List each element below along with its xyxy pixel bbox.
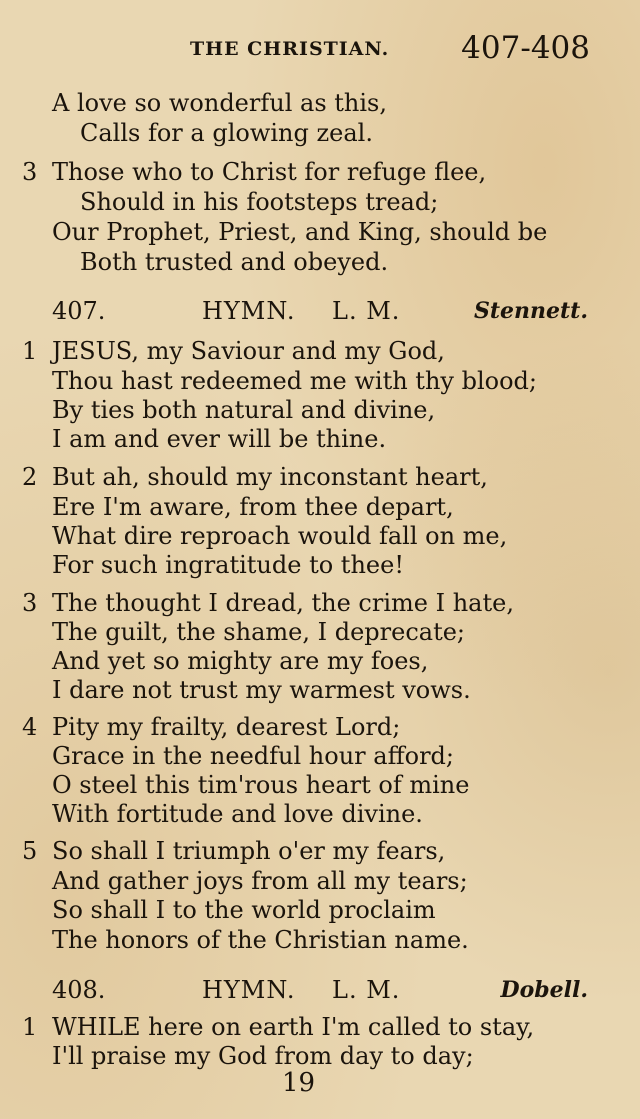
- verse-line: The honors of the Christian name.: [52, 926, 469, 954]
- verse-line: A love so wonderful as this,: [52, 89, 387, 117]
- verse-line: With fortitude and love divine.: [52, 800, 423, 828]
- verse-line: I am and ever will be thine.: [52, 425, 387, 453]
- running-header: [180, 30, 590, 70]
- verse-line: I'll praise my God from day to day;: [52, 1042, 474, 1070]
- stanza-number: 3: [22, 158, 38, 186]
- verse-line: Our Prophet, Priest, and King, should be: [52, 218, 548, 246]
- stanza-number: 2: [22, 463, 38, 491]
- verse-line: WHILE here on earth I'm called to stay,: [52, 1013, 535, 1041]
- stanza-number: 1: [22, 1013, 38, 1041]
- verse-line: I dare not trust my warmest vows.: [52, 676, 471, 704]
- verse-line: Grace in the needful hour afford;: [52, 742, 454, 770]
- stanza-number: 3: [22, 589, 38, 617]
- verse-line: Should in his footsteps tread;: [80, 188, 439, 216]
- hymn-meter: L. M.: [332, 297, 401, 325]
- running-title: THE CHRISTIAN.: [190, 38, 390, 60]
- stanza-number: 4: [22, 713, 38, 741]
- verse-line: So shall I triumph o'er my fears,: [52, 837, 446, 865]
- verse-line: Both trusted and obeyed.: [80, 248, 389, 276]
- verse-line: Thou hast redeemed me with thy blood;: [52, 367, 537, 395]
- verse-line: So shall I to the world proclaim: [52, 896, 436, 924]
- signature-mark: 19: [282, 1068, 316, 1098]
- hymn-label: HYMN.: [202, 297, 296, 325]
- verse-line: Pity my frailty, dearest Lord;: [52, 713, 401, 741]
- verse-line: For such ingratitude to thee!: [52, 551, 404, 579]
- hymn-range: 407-408: [461, 30, 590, 66]
- stanza-number: 1: [22, 337, 38, 365]
- hymn-author: Dobell.: [500, 977, 588, 1003]
- hymn-number: 408.: [52, 976, 106, 1004]
- verse-line: The thought I dread, the crime I hate,: [52, 589, 514, 617]
- verse-line: O steel this tim'rous heart of mine: [52, 771, 470, 799]
- verse-line: Calls for a glowing zeal.: [80, 119, 373, 147]
- stanza-number: 5: [22, 837, 38, 865]
- hymn-meter: L. M.: [332, 976, 401, 1004]
- verse-line: And gather joys from all my tears;: [52, 867, 468, 895]
- verse-line: But ah, should my inconstant heart,: [52, 463, 488, 491]
- verse-line: Those who to Christ for refuge flee,: [52, 158, 487, 186]
- hymn-number: 407.: [52, 297, 106, 325]
- verse-line: Ere I'm aware, from thee depart,: [52, 493, 454, 521]
- verse-line: JESUS, my Saviour and my God,: [52, 337, 445, 365]
- verse-line: What dire reproach would fall on me,: [52, 522, 508, 550]
- hymn-label: HYMN.: [202, 976, 296, 1004]
- hymn-author: Stennett.: [473, 298, 588, 324]
- verse-line: By ties both natural and divine,: [52, 396, 436, 424]
- verse-line: The guilt, the shame, I deprecate;: [52, 618, 466, 646]
- verse-line: And yet so mighty are my foes,: [52, 647, 429, 675]
